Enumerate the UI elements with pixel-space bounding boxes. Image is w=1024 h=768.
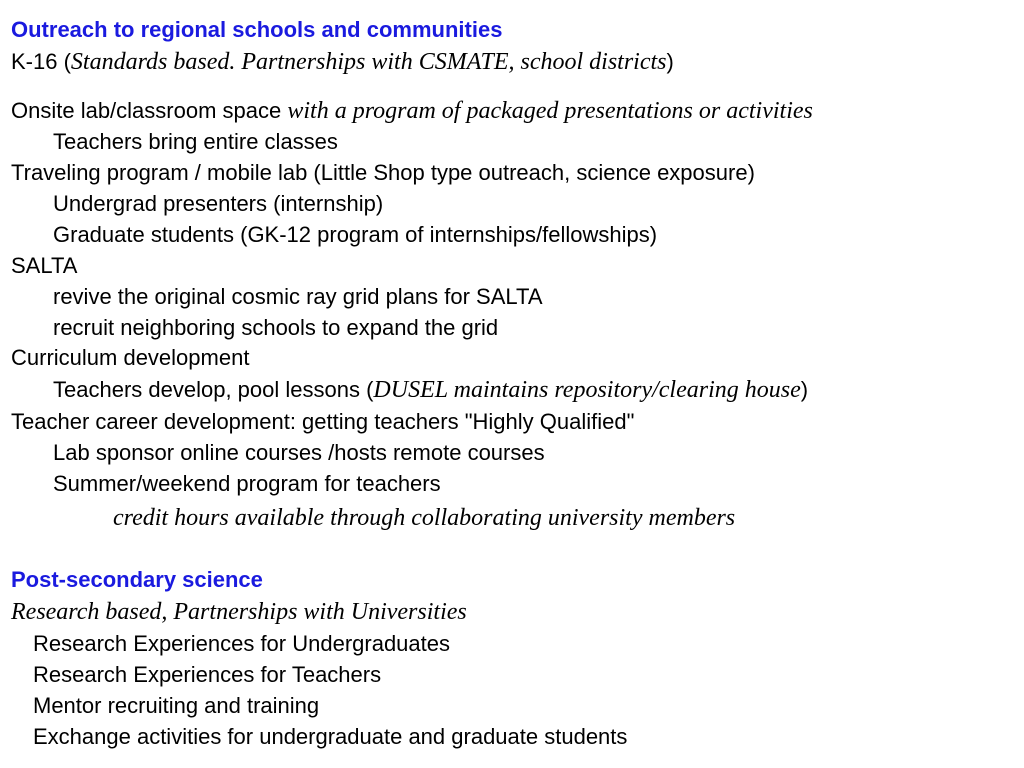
traveling-sub-item-2: Graduate students (GK-12 program of internships/fellowships) bbox=[53, 222, 658, 247]
curriculum-sub-line bbox=[53, 377, 808, 403]
list-item: Research Experiences for Undergraduates bbox=[33, 631, 451, 656]
career-sub-item-3: credit hours available through collaborating university members bbox=[113, 505, 736, 531]
career-item: Teacher career development: getting teachers "Highly Qualified" bbox=[11, 409, 635, 434]
k16-label: K-16 ( bbox=[11, 49, 71, 74]
list-item: Exchange activities for undergraduate and graduate students bbox=[33, 724, 628, 749]
k16-detail: Standards based. Partnerships with CSMATE, school districts bbox=[70, 49, 667, 75]
career-sub-item-2: Summer/weekend program for teachers bbox=[53, 471, 441, 496]
section-heading-outreach: Outreach to regional schools and communities bbox=[11, 17, 503, 42]
salta-sub-item-1: revive the original cosmic ray grid plans for SALTA bbox=[53, 284, 543, 309]
onsite-line bbox=[11, 98, 813, 124]
salta-item: SALTA bbox=[11, 253, 78, 278]
traveling-item: Traveling program / mobile lab (Little Shop type outreach, science exposure) bbox=[11, 160, 755, 185]
curriculum-sub-label: Teachers develop, pool lessons ( bbox=[53, 377, 374, 402]
list-item: Mentor recruiting and training bbox=[33, 693, 320, 718]
salta-sub-item-2: recruit neighboring schools to expand the grid bbox=[53, 315, 499, 340]
curriculum-sub-close: ) bbox=[800, 377, 809, 402]
list-item: Research Experiences for Teachers bbox=[33, 662, 382, 687]
k16-close: ) bbox=[666, 49, 674, 74]
onsite-label: Onsite lab/classroom space bbox=[11, 98, 288, 123]
onsite-sub-item: Teachers bring entire classes bbox=[53, 129, 338, 154]
curriculum-item: Curriculum development bbox=[11, 345, 250, 370]
k16-line bbox=[11, 49, 674, 75]
onsite-detail: with a program of packaged presentations or activities bbox=[287, 98, 813, 124]
curriculum-sub-detail: DUSEL maintains repository/clearing house bbox=[373, 377, 801, 403]
postsecondary-subtitle: Research based, Partnerships with Universities bbox=[11, 599, 467, 625]
traveling-sub-item-1: Undergrad presenters (internship) bbox=[53, 191, 384, 216]
section-heading-postsecondary: Post-secondary science bbox=[11, 567, 263, 592]
career-sub-item-1: Lab sponsor online courses /hosts remote courses bbox=[53, 440, 545, 465]
